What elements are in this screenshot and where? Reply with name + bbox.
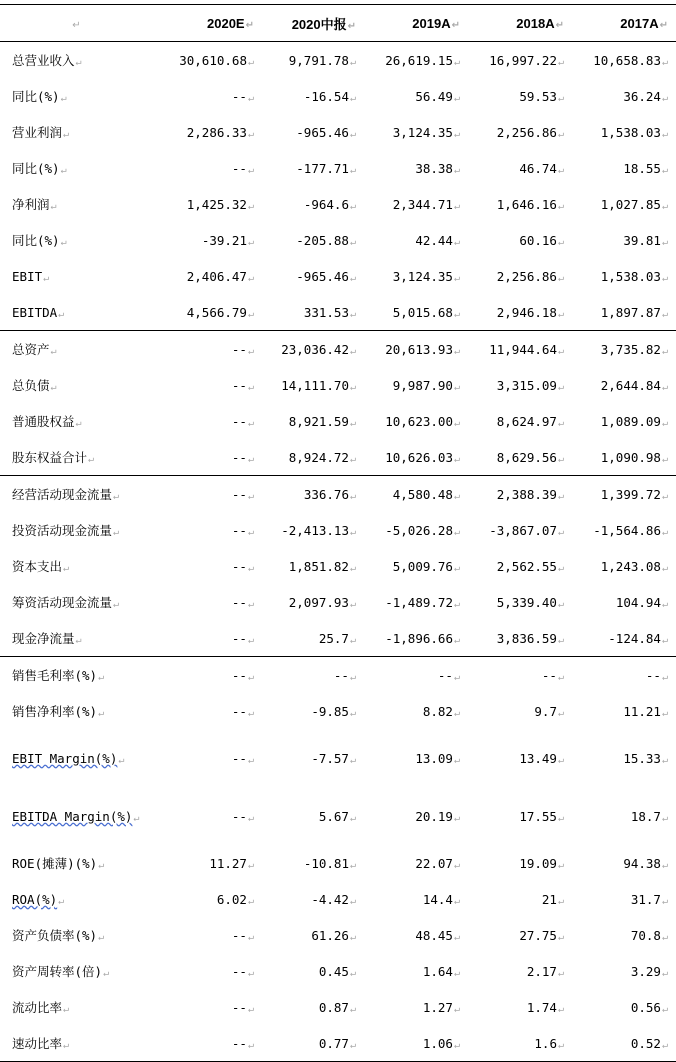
table-row <box>0 881 676 917</box>
row-label-text: EBIT <box>12 268 43 284</box>
value-cell: 5,009.76↵ <box>392 558 460 574</box>
table-row <box>0 917 676 953</box>
value-cell: --↵ <box>160 331 262 368</box>
value-cell: 1.64↵ <box>422 963 460 979</box>
value-cell: 1,646.16↵ <box>496 196 564 212</box>
value-cell: -9.85↵ <box>311 703 356 719</box>
table-row <box>0 729 676 787</box>
row-label-text: 投资活动现金流量 <box>12 523 113 538</box>
value-cell: --↵ <box>468 657 572 694</box>
table-row <box>0 78 676 114</box>
value-cell: 17.55↵ <box>519 808 564 824</box>
row-label: 同比(%)↵ <box>12 233 67 248</box>
value-cell: -205.88↵ <box>296 232 356 248</box>
value-cell: 0.77↵ <box>262 1025 364 1062</box>
value-cell: 60.16↵ <box>519 232 564 248</box>
value-cell: 1.6↵ <box>468 1025 572 1062</box>
row-label: EBIT↵ <box>12 268 50 284</box>
value-cell: --↵ <box>231 630 254 646</box>
value-cell: -1,896.66↵ <box>385 630 460 646</box>
value-cell: 11,944.64↵ <box>468 331 572 368</box>
value-cell: 5.67↵ <box>318 808 356 824</box>
value-cell: 3,735.82↵ <box>572 331 676 368</box>
value-cell: -16.54↵ <box>303 88 356 104</box>
header-cell-blank: ↵ <box>0 5 160 42</box>
value-cell: 10,623.00↵ <box>385 413 460 429</box>
value-cell: 2,946.18↵ <box>496 304 564 320</box>
row-label-text: ROE(摊薄)(%) <box>12 856 98 871</box>
row-label: 资产周转率(倍)↵ <box>12 964 110 979</box>
row-label: 净利润↵ <box>12 197 57 212</box>
value-cell: 8,624.97↵ <box>496 413 564 429</box>
table-row <box>0 294 676 331</box>
value-cell: 9.7↵ <box>534 703 564 719</box>
row-label-text: 资本支出 <box>12 559 63 574</box>
value-cell: 8,924.72↵ <box>288 449 356 465</box>
value-cell: 56.49↵ <box>415 88 460 104</box>
table-row <box>0 439 676 476</box>
row-label: EBIT Margin(%)↵ <box>12 750 125 766</box>
row-label-text: 筹资活动现金流量 <box>12 595 113 610</box>
value-cell: 94.38↵ <box>623 855 668 871</box>
row-label-text: 现金净流量 <box>12 631 75 646</box>
row-label: 资本支出↵ <box>12 559 70 574</box>
value-cell: 4,566.79↵ <box>186 304 254 320</box>
value-cell: --↵ <box>572 657 676 694</box>
value-cell: -965.46↵ <box>296 124 356 140</box>
value-cell: 1,243.08↵ <box>600 558 668 574</box>
value-cell: -964.6↵ <box>303 196 356 212</box>
value-cell: 14.4↵ <box>422 891 460 907</box>
value-cell: 18.7↵ <box>630 808 668 824</box>
value-cell: 8,921.59↵ <box>288 413 356 429</box>
value-cell: 1.74↵ <box>526 999 564 1015</box>
value-cell: 2,097.93↵ <box>288 594 356 610</box>
row-label-text: 营业利润 <box>12 125 63 140</box>
value-cell: 2,644.84↵ <box>600 377 668 393</box>
table-row <box>0 953 676 989</box>
row-label: 销售毛利率(%)↵ <box>0 657 160 694</box>
value-cell: 9,791.78↵ <box>288 52 356 68</box>
value-cell: 1.06↵ <box>364 1025 468 1062</box>
table-row <box>0 476 676 513</box>
row-label: ROA(%)↵ <box>12 891 65 907</box>
value-cell: 1,027.85↵ <box>600 196 668 212</box>
value-cell: --↵ <box>160 657 262 694</box>
table-row <box>0 1025 676 1062</box>
value-cell: 331.53↵ <box>303 304 356 320</box>
row-label-text: 同比(%) <box>12 161 60 176</box>
value-cell: 23,036.42↵ <box>262 331 364 368</box>
value-cell: -3,867.07↵ <box>489 522 564 538</box>
value-cell: --↵ <box>231 750 254 766</box>
value-cell: -10.81↵ <box>303 855 356 871</box>
value-cell: 3,124.35↵ <box>392 268 460 284</box>
table-row <box>0 331 676 368</box>
table-body <box>0 42 676 1062</box>
value-cell: --↵ <box>231 449 254 465</box>
value-cell: 20,613.93↵ <box>364 331 468 368</box>
table-row <box>0 787 676 845</box>
value-cell: 8.82↵ <box>422 703 460 719</box>
value-cell: 9,987.90↵ <box>392 377 460 393</box>
value-cell: 1,897.87↵ <box>600 304 668 320</box>
row-label: 资产负债率(%)↵ <box>12 928 105 943</box>
value-cell: --↵ <box>231 88 254 104</box>
row-label: 普通股权益↵ <box>12 414 82 429</box>
value-cell: 10,658.83↵ <box>593 52 668 68</box>
row-label: 股东权益合计↵ <box>12 450 95 465</box>
row-label: 总资产↵ <box>0 331 160 368</box>
value-cell: -177.71↵ <box>296 160 356 176</box>
row-label: 现金净流量↵ <box>12 631 82 646</box>
value-cell: 3,124.35↵ <box>392 124 460 140</box>
value-cell: 0.52↵ <box>572 1025 676 1062</box>
value-cell: 1.27↵ <box>422 999 460 1015</box>
row-label-text: 销售净利率(%) <box>12 704 98 719</box>
table-row <box>0 657 676 694</box>
value-cell: 1,090.98↵ <box>600 449 668 465</box>
row-label: 销售净利率(%)↵ <box>12 704 105 719</box>
row-label-text: EBIT Margin(%) <box>12 750 118 766</box>
table-row <box>0 620 676 657</box>
row-label: 同比(%)↵ <box>12 89 67 104</box>
value-cell: 104.94↵ <box>615 594 668 610</box>
row-label: 经营活动现金流量↵ <box>0 476 160 513</box>
row-label: 投资活动现金流量↵ <box>12 523 120 538</box>
value-cell: 39.81↵ <box>623 232 668 248</box>
table-row <box>0 512 676 548</box>
row-label-text: 资产周转率(倍) <box>12 964 103 979</box>
table-row <box>0 42 676 79</box>
value-cell: --↵ <box>160 1025 262 1062</box>
financial-table <box>0 4 676 1062</box>
table-row <box>0 989 676 1025</box>
value-cell: -965.46↵ <box>296 268 356 284</box>
row-label: EBITDA Margin(%)↵ <box>12 808 140 824</box>
row-label: 流动比率↵ <box>12 1000 70 1015</box>
value-cell: 1,538.03↵ <box>600 124 668 140</box>
value-cell: 5,015.68↵ <box>392 304 460 320</box>
value-cell: 26,619.15↵ <box>385 52 460 68</box>
value-cell: 3,836.59↵ <box>496 630 564 646</box>
row-label-text: 同比(%) <box>12 89 60 104</box>
value-cell: -124.84↵ <box>608 630 668 646</box>
value-cell: 2,406.47↵ <box>186 268 254 284</box>
value-cell: 11.21↵ <box>623 703 668 719</box>
value-cell: 8,629.56↵ <box>496 449 564 465</box>
value-cell: 30,610.68↵ <box>179 52 254 68</box>
value-cell: 59.53↵ <box>519 88 564 104</box>
row-label-text: EBITDA Margin(%) <box>12 808 133 824</box>
value-cell: --↵ <box>231 999 254 1015</box>
header-row <box>0 5 676 42</box>
value-cell: --↵ <box>231 927 254 943</box>
value-cell: 14,111.70↵ <box>281 377 356 393</box>
value-cell: 2,286.33↵ <box>186 124 254 140</box>
header-cell: 2020中报↵ <box>262 5 364 42</box>
value-cell: 1,399.72↵ <box>572 476 676 513</box>
row-label-text: 经营活动现金流量 <box>12 487 113 502</box>
value-cell: 10,626.03↵ <box>385 449 460 465</box>
value-cell: --↵ <box>160 476 262 513</box>
row-label: 营业利润↵ <box>12 125 70 140</box>
row-label: 总营业收入↵ <box>12 53 82 68</box>
table-row <box>0 150 676 186</box>
table-row <box>0 367 676 403</box>
value-cell: 16,997.22↵ <box>489 52 564 68</box>
value-cell: 48.45↵ <box>415 927 460 943</box>
value-cell: 13.09↵ <box>415 750 460 766</box>
value-cell: 6.02↵ <box>216 891 254 907</box>
value-cell: --↵ <box>262 657 364 694</box>
header-cell: 2018A↵ <box>468 5 572 42</box>
value-cell: 13.49↵ <box>519 750 564 766</box>
table-row <box>0 584 676 620</box>
value-cell: --↵ <box>231 522 254 538</box>
row-label: 同比(%)↵ <box>12 161 67 176</box>
table-row <box>0 845 676 881</box>
value-cell: 2,256.86↵ <box>496 268 564 284</box>
value-cell: 0.56↵ <box>630 999 668 1015</box>
value-cell: 42.44↵ <box>415 232 460 248</box>
value-cell: 5,339.40↵ <box>496 594 564 610</box>
value-cell: 3,315.09↵ <box>496 377 564 393</box>
row-label-text: 股东权益合计 <box>12 450 88 465</box>
value-cell: 31.7↵ <box>630 891 668 907</box>
row-label-text: 总资产 <box>12 342 50 357</box>
value-cell: 0.45↵ <box>318 963 356 979</box>
value-cell: -39.21↵ <box>201 232 254 248</box>
value-cell: 3.29↵ <box>630 963 668 979</box>
value-cell: 70.8↵ <box>630 927 668 943</box>
value-cell: 21↵ <box>541 891 564 907</box>
value-cell: 61.26↵ <box>311 927 356 943</box>
value-cell: 1,425.32↵ <box>186 196 254 212</box>
value-cell: 18.55↵ <box>623 160 668 176</box>
value-cell: --↵ <box>231 413 254 429</box>
value-cell: 2,344.71↵ <box>392 196 460 212</box>
value-cell: 2,256.86↵ <box>496 124 564 140</box>
value-cell: -1,564.86↵ <box>593 522 668 538</box>
table-row <box>0 693 676 729</box>
value-cell: 19.09↵ <box>519 855 564 871</box>
row-label-text: 速动比率 <box>12 1036 63 1051</box>
value-cell: 22.07↵ <box>415 855 460 871</box>
value-cell: 27.75↵ <box>519 927 564 943</box>
value-cell: --↵ <box>231 594 254 610</box>
row-label-text: 销售毛利率(%) <box>12 668 98 683</box>
row-label: 筹资活动现金流量↵ <box>12 595 120 610</box>
value-cell: --↵ <box>231 377 254 393</box>
value-cell: --↵ <box>231 808 254 824</box>
table-row <box>0 403 676 439</box>
row-label-text: EBITDA <box>12 304 58 320</box>
table-row <box>0 114 676 150</box>
row-label-text: 资产负债率(%) <box>12 928 98 943</box>
value-cell: --↵ <box>231 558 254 574</box>
value-cell: 1,851.82↵ <box>288 558 356 574</box>
value-cell: -5,026.28↵ <box>385 522 460 538</box>
row-label-text: 总负债 <box>12 378 50 393</box>
row-label-text: 同比(%) <box>12 233 60 248</box>
row-label-text: 普通股权益 <box>12 414 75 429</box>
table-row <box>0 222 676 258</box>
table-row <box>0 548 676 584</box>
value-cell: 0.87↵ <box>318 999 356 1015</box>
value-cell: -4.42↵ <box>311 891 356 907</box>
row-label-text: 流动比率 <box>12 1000 63 1015</box>
value-cell: -2,413.13↵ <box>281 522 356 538</box>
table-row <box>0 258 676 294</box>
value-cell: 20.19↵ <box>415 808 460 824</box>
value-cell: 2,388.39↵ <box>468 476 572 513</box>
value-cell: 2,562.55↵ <box>496 558 564 574</box>
value-cell: --↵ <box>364 657 468 694</box>
row-label: EBITDA↵ <box>12 304 65 320</box>
value-cell: 336.76↵ <box>262 476 364 513</box>
value-cell: --↵ <box>231 703 254 719</box>
header-cell: 2017A↵ <box>572 5 676 42</box>
value-cell: 46.74↵ <box>519 160 564 176</box>
row-label-text: 净利润 <box>12 197 50 212</box>
value-cell: 36.24↵ <box>623 88 668 104</box>
row-label: 速动比率↵ <box>0 1025 160 1062</box>
value-cell: 2.17↵ <box>526 963 564 979</box>
value-cell: 4,580.48↵ <box>364 476 468 513</box>
value-cell: 1,538.03↵ <box>600 268 668 284</box>
value-cell: 1,089.09↵ <box>600 413 668 429</box>
value-cell: --↵ <box>231 160 254 176</box>
row-label-text: ROA(%) <box>12 891 58 907</box>
table-row <box>0 186 676 222</box>
header-cell: 2020E↵ <box>160 5 262 42</box>
row-label: 总负债↵ <box>12 378 57 393</box>
value-cell: -1,489.72↵ <box>385 594 460 610</box>
row-label: ROE(摊薄)(%)↵ <box>12 856 105 871</box>
value-cell: 25.7↵ <box>318 630 356 646</box>
value-cell: -7.57↵ <box>311 750 356 766</box>
header-cell: 2019A↵ <box>364 5 468 42</box>
value-cell: --↵ <box>231 963 254 979</box>
row-label-text: 总营业收入 <box>12 53 75 68</box>
value-cell: 11.27↵ <box>209 855 254 871</box>
value-cell: 38.38↵ <box>415 160 460 176</box>
value-cell: 15.33↵ <box>623 750 668 766</box>
